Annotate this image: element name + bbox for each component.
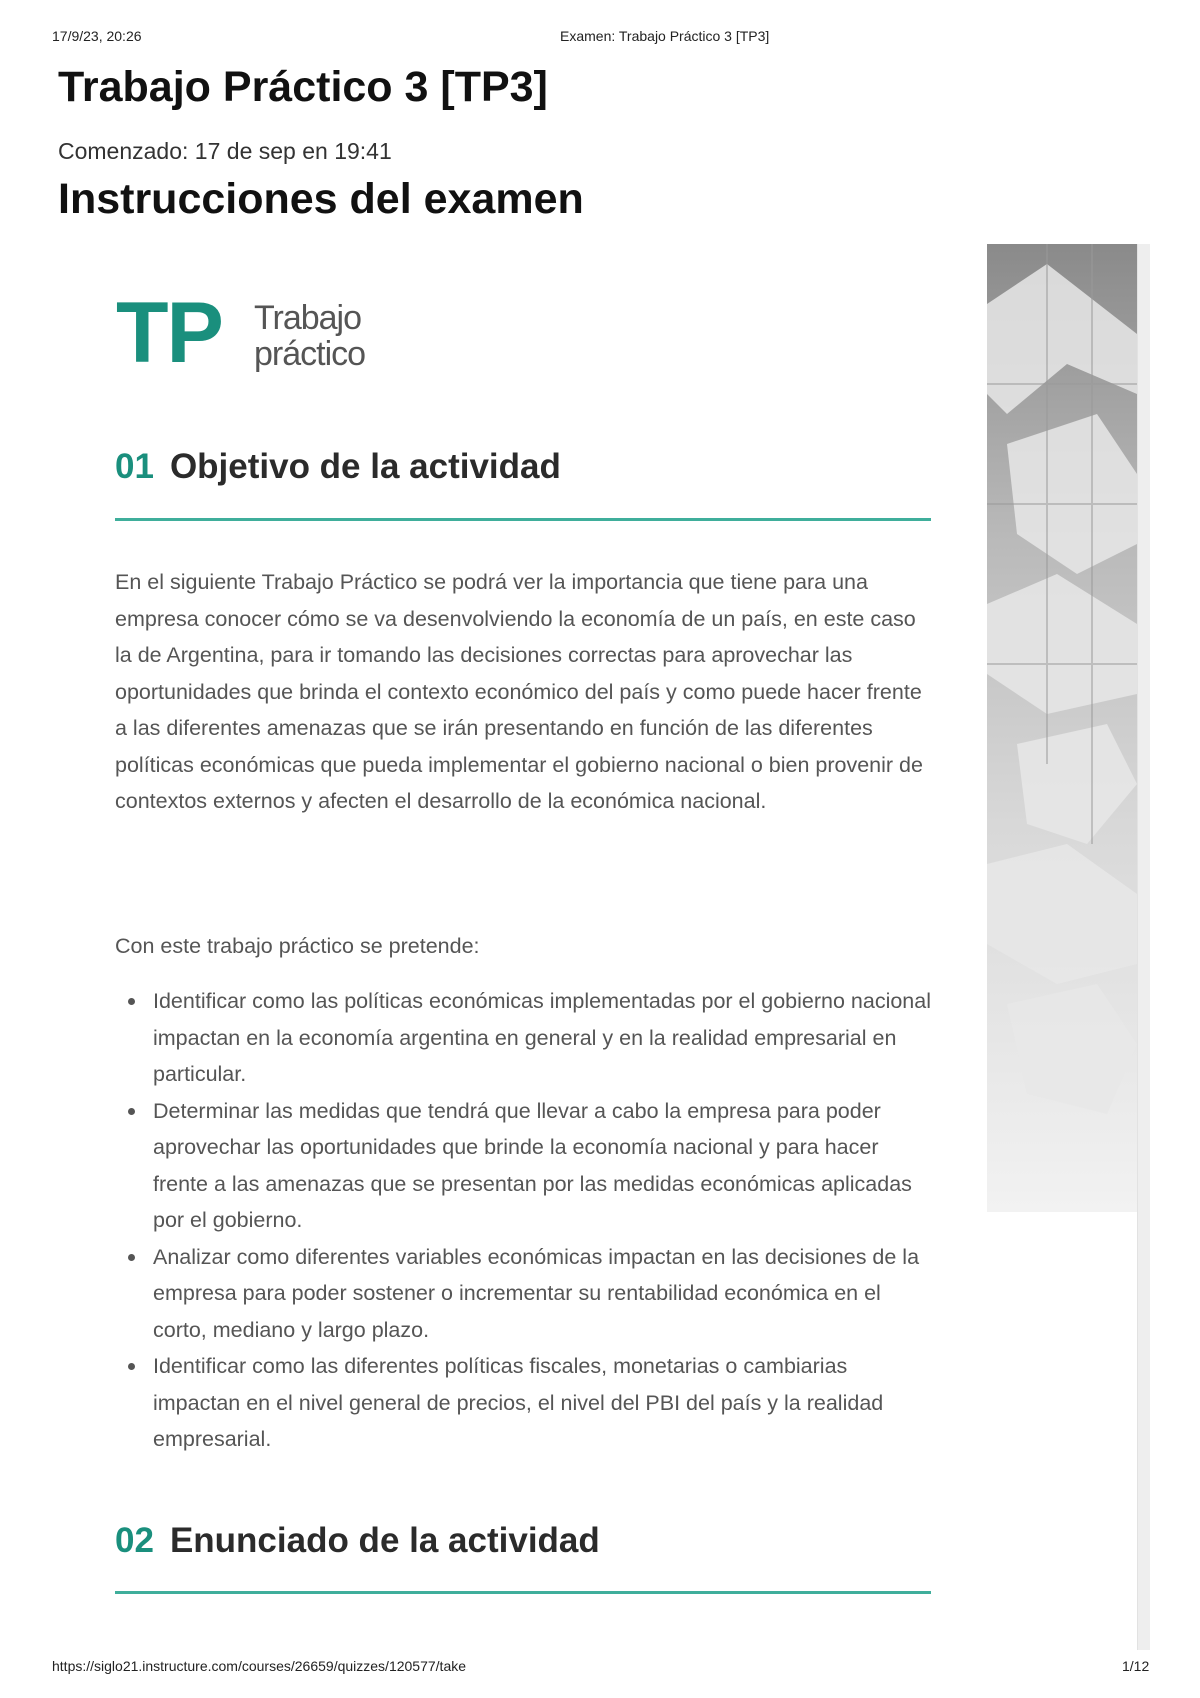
tp-logo-line2: práctico: [254, 335, 366, 373]
objective-bullet-list: [115, 983, 935, 1458]
tp-logo-line1: Trabajo: [254, 299, 362, 337]
decorative-side-image: [987, 244, 1137, 1212]
section-number: 01: [115, 447, 154, 486]
print-doc-title: Examen: Trabajo Práctico 3 [TP3]: [560, 28, 770, 44]
tp-logo-mark: TP: [116, 285, 222, 381]
section-title: Enunciado de la actividad: [169, 1521, 600, 1560]
list-item: Identificar como las diferentes políticas fiscales, monetarias o cambiarias impactan en el nivel general de precios, el nivel del PBI del país y la realidad empresarial.: [115, 1348, 935, 1458]
print-page-number: 1/12: [1122, 1658, 1150, 1674]
tp-logo-text: [254, 300, 365, 372]
section-heading-enunciado: [115, 1522, 600, 1561]
list-item: Determinar las medidas que tendrá que llevar a cabo la empresa para poder aprovechar las oportunidades que brinde la economía nacional y para hacer frente a las amenazas que se presentan por las medidas económicas aplicadas por el gobierno.: [115, 1093, 935, 1239]
objective-intro: Con este trabajo práctico se pretende:: [115, 934, 480, 958]
print-url: https://siglo21.instructure.com/courses/26659/quizzes/120577/take: [52, 1658, 467, 1674]
print-datetime: 17/9/23, 20:26: [52, 28, 142, 44]
started-timestamp: Comenzado: 17 de sep en 19:41: [58, 138, 392, 164]
section-heading-objetivo: [115, 448, 561, 487]
list-item: Analizar como diferentes variables económicas impactan en las decisiones de la empresa para poder sostener o incrementar su rentabilidad económica en el corto, mediano y largo plazo.: [115, 1239, 935, 1349]
section-divider: [115, 518, 931, 521]
section-divider: [115, 1591, 931, 1594]
section-title: Objetivo de la actividad: [169, 447, 561, 486]
section-number: 02: [115, 1521, 154, 1560]
objective-paragraph: En el siguiente Trabajo Práctico se podrá ver la importancia que tiene para una empresa conocer cómo se va desenvolviendo la economía de un país, en este caso la de Argentina, para ir tomando las decisiones correctas para aprovechar las oportunidades que brinda el contexto económico del país y como puede hacer frente a las diferentes amenazas que se irán presentando en función de las diferentes políticas económicas que pueda implementar el gobierno nacional o bien provenir de contextos externos y afecten el desarrollo de la económica nacional.: [115, 570, 923, 813]
page-title: Trabajo Práctico 3 [TP3]: [58, 63, 548, 111]
list-item: Identificar como las políticas económicas implementadas por el gobierno nacional impactan en la economía argentina en general y en la realidad empresarial en particular.: [115, 983, 935, 1093]
instructions-title: Instrucciones del examen: [58, 175, 584, 223]
page-scrollbar[interactable]: [1137, 244, 1150, 1650]
